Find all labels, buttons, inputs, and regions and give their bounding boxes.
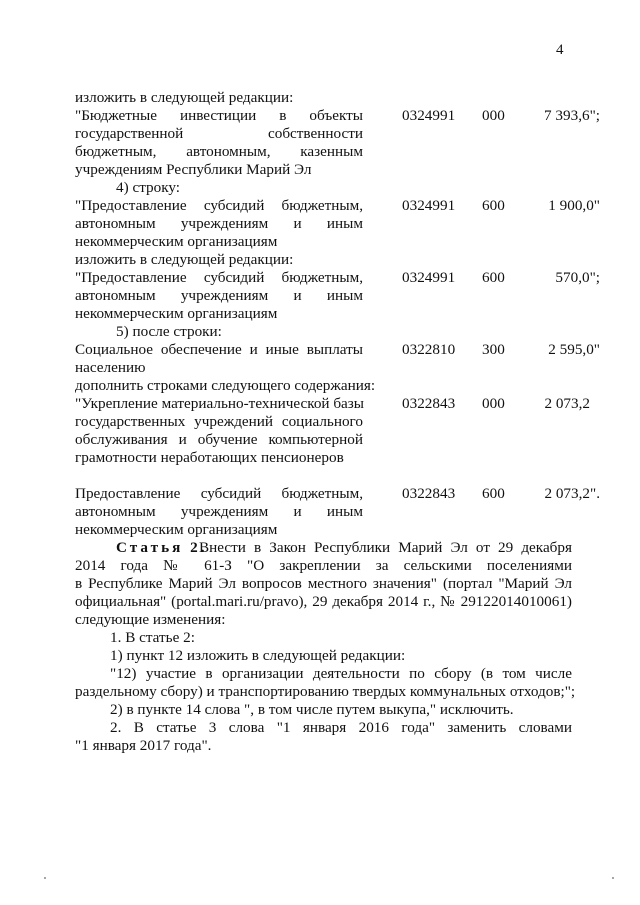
- code-cell: 0322843: [402, 395, 456, 412]
- code-cell: 0322810: [402, 341, 456, 358]
- text-line: официальная" (portal.mari.ru/pravo), 29 декабря 2014 г., № 29122014010061): [75, 593, 572, 610]
- text-line: автономным учреждениям и иным: [75, 503, 363, 520]
- code-cell: 300: [482, 341, 505, 358]
- amount-cell: 2 073,2: [544, 395, 590, 412]
- text-line: 5) после строки:: [116, 323, 222, 340]
- scan-speck: [612, 877, 614, 879]
- code-cell: 600: [482, 485, 505, 502]
- text-line: обслуживания и обучение компьютерной: [75, 431, 363, 448]
- text-line: 1. В статье 2:: [110, 629, 195, 646]
- code-cell: 0324991: [402, 197, 456, 214]
- code-cell: 600: [482, 197, 505, 214]
- amount-cell: 2 595,0": [548, 341, 600, 358]
- text-line: населению: [75, 359, 146, 376]
- amount-cell: 7 393,6";: [544, 107, 600, 124]
- text-line: 1) пункт 12 изложить в следующей редакции:: [110, 647, 406, 664]
- text-line: Внести в Закон Республики Марий Эл от 29 декабря: [199, 539, 572, 556]
- text-line: учреждениям Республики Марий Эл: [75, 161, 312, 178]
- text-line: в Республике Марий Эл вопросов местного значения" (портал "Марий Эл: [75, 575, 572, 592]
- text-line: "Укрепление материально-технической базы: [75, 395, 365, 412]
- text-line: изложить в следующей редакции:: [75, 89, 294, 106]
- text-line: "Бюджетные инвестиции в объекты: [75, 107, 363, 124]
- text-line: "Предоставление субсидий бюджетным,: [75, 269, 363, 286]
- text-line: 4) строку:: [116, 179, 180, 196]
- text-line: бюджетным, автономным, казенным: [75, 143, 363, 160]
- text-line: автономным учреждениям и иным: [75, 287, 363, 304]
- text-line: 2014 года № 61-З "О закреплении за сельскими поселениями: [75, 557, 572, 574]
- code-cell: 0322843: [402, 485, 456, 502]
- text-line: государственной собственности: [75, 125, 363, 142]
- text-line: некоммерческим организациям: [75, 305, 278, 322]
- code-cell: 0324991: [402, 269, 456, 286]
- text-line: дополнить строками следующего содержания:: [75, 377, 376, 394]
- code-cell: 000: [482, 395, 505, 412]
- text-line: некоммерческим организациям: [75, 521, 278, 538]
- text-line: 2) в пункте 14 слова ", в том числе путем выкупа," исключить.: [110, 701, 514, 718]
- article-heading: [116, 538, 208, 557]
- code-cell: 0324991: [402, 107, 456, 124]
- scan-speck: [44, 877, 46, 879]
- text-line: Социальное обеспечение и иные выплаты: [75, 341, 363, 358]
- text-line: "1 января 2017 года".: [75, 737, 212, 754]
- code-cell: 000: [482, 107, 505, 124]
- text-line: 2. В статье 3 слова "1 января 2016 года" заменить словами: [110, 719, 572, 736]
- code-cell: 600: [482, 269, 505, 286]
- amount-cell: 570,0";: [555, 269, 600, 286]
- text-line: автономным учреждениям и иным: [75, 215, 363, 232]
- text-line: Предоставление субсидий бюджетным,: [75, 485, 363, 502]
- text-line: изложить в следующей редакции:: [75, 251, 294, 268]
- article-heading-label: Статья 2.: [116, 539, 208, 556]
- text-line: раздельному сбору) и транспортированию твердых коммунальных отходов;";: [75, 683, 576, 700]
- text-line: "12) участие в организации деятельности по сбору (в том числе: [110, 665, 572, 682]
- amount-cell: 1 900,0": [548, 197, 600, 214]
- text-line: "Предоставление субсидий бюджетным,: [75, 197, 363, 214]
- text-line: некоммерческим организациям: [75, 233, 278, 250]
- page-number: 4: [556, 42, 564, 58]
- text-line: грамотности неработающих пенсионеров: [75, 449, 344, 466]
- amount-cell: 2 073,2".: [544, 485, 600, 502]
- text-line: следующие изменения:: [75, 611, 226, 628]
- text-line: государственных учреждений социального: [75, 413, 363, 430]
